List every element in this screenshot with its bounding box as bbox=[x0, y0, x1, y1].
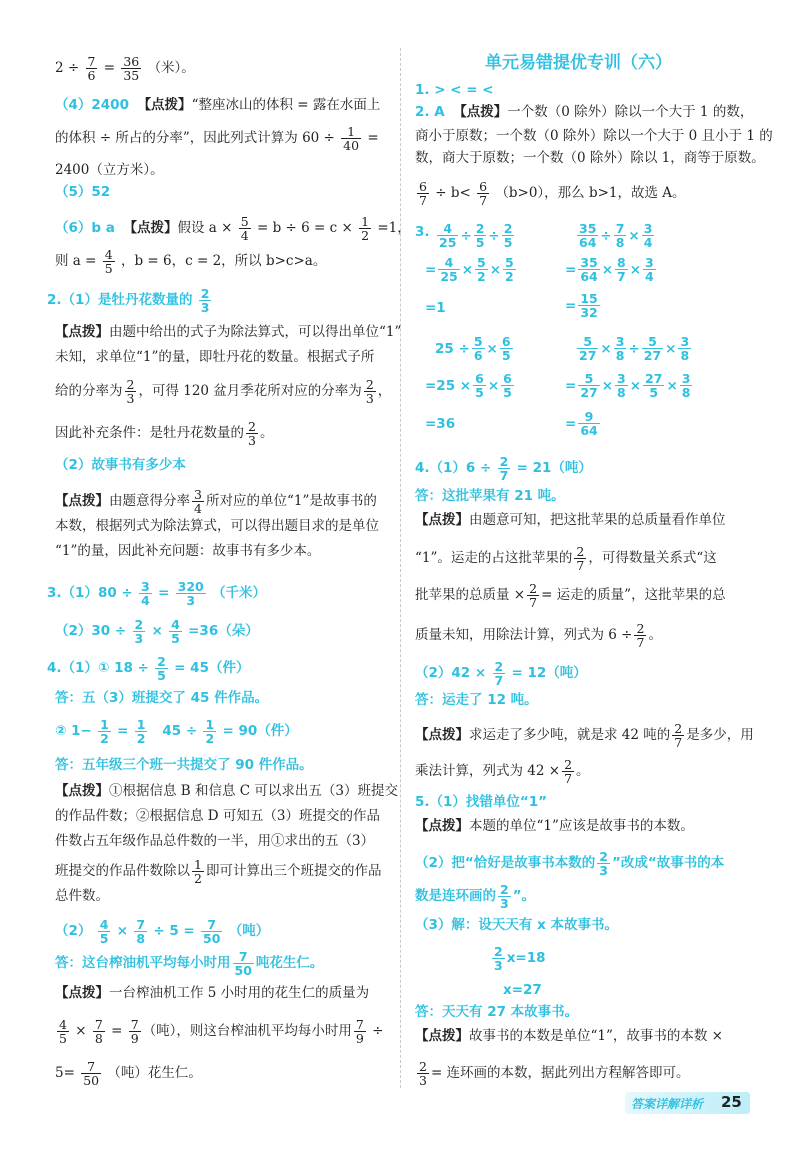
q4-hint-1: 【点拨】①根据信息 B 和信息 C 可以求出五（3）班提交 bbox=[55, 783, 399, 799]
a4-hint-4: 质量未知，用除法计算，列式为 6 ÷ $\frac{2}{7}$ 。 bbox=[415, 621, 662, 651]
calc-right-1: $\frac{35}{64}$ ÷ $\frac{7}{8}$ × $\frac{3}{4}$ bbox=[579, 221, 653, 251]
q4-hint-2: 的作品件数；②根据信息 D 可知五（3）班提交的作品 bbox=[55, 808, 380, 824]
question-4-part-1: 4.（1）① 18 ÷ $\frac{2}{5}$ = 45（件） bbox=[47, 654, 250, 684]
calc-left-6: =36 bbox=[425, 416, 456, 432]
fraction: $\frac{36}{35}$ bbox=[123, 54, 140, 84]
a4-hint-5: 【点拨】求运走了多少吨，就是求 42 吨的 $\frac{2}{7}$ 是多少，用 bbox=[415, 721, 754, 751]
q4-hint-3: 件数占五年级作品总件数的一半，用①求出的五（3） bbox=[55, 833, 375, 849]
footer-label: 答案详解详析 bbox=[631, 1097, 704, 1111]
q2-hint-g: “1”的量，因此补充问题：故事书有多少本。 bbox=[55, 543, 321, 559]
answer-4-part-1: 4.（1）6 ÷ $\frac{2}{7}$ = 21（吨） bbox=[415, 454, 592, 484]
a5-hint-1: 【点拨】本题的单位“1”应该是故事书的本数。 bbox=[415, 818, 694, 834]
q4-line-3: （2） $\frac{4}{5}$ × $\frac{7}{8}$ ÷ 5 = $\frac{7}{50}$ （吨） bbox=[55, 917, 270, 947]
a2-line-c: 商小于原数；一个数（0 除外）除以一个大于 0 且小于 1 的 bbox=[415, 128, 773, 144]
q2-hint-d: 因此补充条件：是牡丹花数量的 $\frac{2}{3}$ 。 bbox=[55, 419, 274, 449]
a4-hint-1: 【点拨】由题意可知，把这批苹果的总质量看作单位 bbox=[415, 512, 726, 528]
line-l02: （4）2400 【点拨】“整座冰山的体积 = 露在水面上 bbox=[55, 97, 381, 113]
page-title: 单元易错提优专训（六） bbox=[485, 53, 672, 73]
calc-right-5: = $\frac{5}{27}$ × $\frac{3}{8}$ × $\frac{27}{5}$ × $\frac{3}{8}$ bbox=[565, 371, 691, 401]
a4-hint-2: “1”。运走的占这批苹果的 $\frac{2}{7}$ ，可得数量关系式“这 bbox=[415, 544, 717, 574]
q2-hint-c: 给的分率为 $\frac{2}{3}$ ，可得 120 盆月季花所对应的分率为 $\frac{2}{3}$ ， bbox=[55, 377, 392, 407]
a5-line-4: （3）解：设天天有 x 本故事书。 bbox=[415, 917, 619, 933]
answer-3-label: 3. bbox=[415, 224, 430, 240]
a5-line-3: 数是连环画的 $\frac{2}{3}$ ”。 bbox=[415, 882, 536, 912]
q4-hint-5: 总件数。 bbox=[55, 888, 109, 904]
text: 2 ÷ bbox=[55, 60, 80, 77]
a2-line-d: 数，商大于原数；一个数（0 除外）除以 1，商等于原数。 bbox=[415, 150, 765, 166]
q4-answer-1: 答：五（3）班提交了 45 件作品。 bbox=[55, 690, 269, 706]
fraction: $\frac{7}{6}$ bbox=[87, 54, 96, 84]
q4-answer-2: 答：五年级三个班一共提交了 90 件作品。 bbox=[55, 757, 313, 773]
calc-right-6: = $\frac{9}{64}$ bbox=[565, 409, 598, 439]
line-l03: 的体积 ÷ 所占的分率”，因此列式计算为 60 ÷ $\frac{1}{40}$ = bbox=[55, 124, 379, 154]
a5-solution: x=27 bbox=[503, 982, 542, 998]
answer-1: 1. > < = < bbox=[415, 82, 494, 98]
a5-hint-3: $\frac{2}{3}$ = 连环画的本数，据此列出方程解答即可。 bbox=[419, 1059, 690, 1089]
q2-hint-e: 【点拨】由题意得分率 $\frac{3}{4}$ 所对应的单位“1”是故事书的 bbox=[55, 487, 377, 517]
answer-2: 2. A 【点拨】一个数（0 除外）除以一个大于 1 的数， bbox=[415, 104, 754, 120]
a5-hint-2: 【点拨】故事书的本数是单位“1”，故事书的本数 × bbox=[415, 1028, 723, 1044]
a5-answer: 答：天天有 27 本故事书。 bbox=[415, 1004, 579, 1020]
calc-left-5: =25 × $\frac{6}{5}$ × $\frac{6}{5}$ bbox=[425, 371, 512, 401]
line-l04: 2400（立方米）。 bbox=[55, 162, 164, 178]
column-divider bbox=[400, 48, 401, 1088]
a2-line-e: $\frac{6}{7}$ ÷ b< $\frac{6}{7}$ （b>0），那么 b>1，故选 A。 bbox=[419, 179, 686, 209]
a4-hint-3: 批苹果的总质量 × $\frac{2}{7}$ = 运走的质量”，这批苹果的总 bbox=[415, 581, 726, 611]
question-3-part-1: 3.（1）80 ÷ $\frac{3}{4}$ = $\frac{320}{3}$ （千米） bbox=[47, 579, 267, 609]
a4-hint-6: 乘法计算，列式为 42 × $\frac{2}{7}$ 。 bbox=[415, 757, 590, 787]
q2-hint-f: 本数，根据列式为除法算式，可以得出题目求的是单位 bbox=[55, 518, 379, 534]
page-footer-badge bbox=[625, 1092, 750, 1114]
question-2-part-1: 2.（1）是牡丹花数量的 $\frac{2}{3}$ bbox=[47, 286, 210, 316]
calc-left-1: $\frac{4}{25}$ ÷ $\frac{2}{5}$ ÷ $\frac{2}{5}$ bbox=[439, 221, 513, 251]
question-2-part-2: （2）故事书有多少本 bbox=[55, 457, 186, 473]
line-l07: 则 a = $\frac{4}{5}$ ，b = 6，c = 2，所以 b>c>a。 bbox=[55, 247, 327, 277]
q4-hint-8: 5= $\frac{7}{50}$ （吨）花生仁。 bbox=[55, 1059, 202, 1089]
q4-answer-3: 答：这台榨油机平均每小时用 $\frac{7}{50}$ 吨花生仁。 bbox=[55, 949, 324, 979]
q2-hint-b: 未知，求单位“1”的量，即牡丹花的数量。根据式子所 bbox=[55, 349, 375, 365]
answer-5-part-1: 5.（1）找错单位“1” bbox=[415, 794, 548, 810]
line-l05: （5）52 bbox=[55, 184, 111, 200]
q4-hint-6: 【点拨】一台榨油机工作 5 小时用的花生仁的质量为 bbox=[55, 985, 370, 1001]
q4-hint-4: 班提交的作品件数除以 $\frac{1}{2}$ 即可计算出三个班提交的作品 bbox=[55, 857, 382, 887]
calc-left-2: = $\frac{4}{25}$ × $\frac{5}{2}$ × $\frac{5}{2}$ bbox=[425, 255, 514, 285]
calc-right-3: = $\frac{15}{32}$ bbox=[565, 291, 598, 321]
answer-5-part-2: （2）把“恰好是故事书本数的 $\frac{2}{3}$ ”改成“故事书的本 bbox=[415, 849, 725, 879]
line-l01: 2 ÷ $\frac{7}{6}$ = $\frac{36}{35}$ （米）。 bbox=[55, 54, 195, 84]
q4-hint-7: $\frac{4}{5}$ × $\frac{7}{8}$ = $\frac{7}{9}$ （吨），则这台榨油机平均每小时用 $\frac{7}{9}$ ÷ bbox=[59, 1017, 384, 1047]
answer-4-part-2: （2）42 × $\frac{2}{7}$ = 12（吨） bbox=[415, 659, 587, 689]
a4-answer-2: 答：运走了 12 吨。 bbox=[415, 692, 538, 708]
a4-answer-1: 答：这批苹果有 21 吨。 bbox=[415, 488, 565, 504]
a5-equation: $\frac{2}{3}$ x=18 bbox=[494, 944, 546, 974]
q4-line-2: ② 1− $\frac{1}{2}$ = $\frac{1}{2}$ 45 ÷ $\frac{1}{2}$ = 90（件） bbox=[55, 717, 298, 747]
calc-right-4: $\frac{5}{27}$ × $\frac{3}{8}$ ÷ $\frac{5}{27}$ × $\frac{3}{8}$ bbox=[579, 334, 690, 364]
line-l06: （6）b a 【点拨】假设 a × $\frac{5}{4}$ = b ÷ 6 = c × $\frac{1}{2}$ =1， bbox=[55, 214, 411, 244]
calc-left-4: 25 ÷ $\frac{5}{6}$ × $\frac{6}{5}$ bbox=[435, 334, 511, 364]
calc-left-3: =1 bbox=[425, 300, 446, 316]
question-3-part-2: （2）30 ÷ $\frac{2}{3}$ × $\frac{4}{5}$ =36（朵） bbox=[55, 617, 259, 647]
page-number: 25 bbox=[721, 1093, 742, 1111]
hint-tag: 【点拨】 bbox=[137, 97, 192, 113]
calc-right-2: = $\frac{35}{64}$ × $\frac{8}{7}$ × $\frac{3}{4}$ bbox=[565, 255, 654, 285]
q2-hint-a: 【点拨】由题中给出的式子为除法算式，可以得出单位“1” bbox=[55, 324, 402, 340]
